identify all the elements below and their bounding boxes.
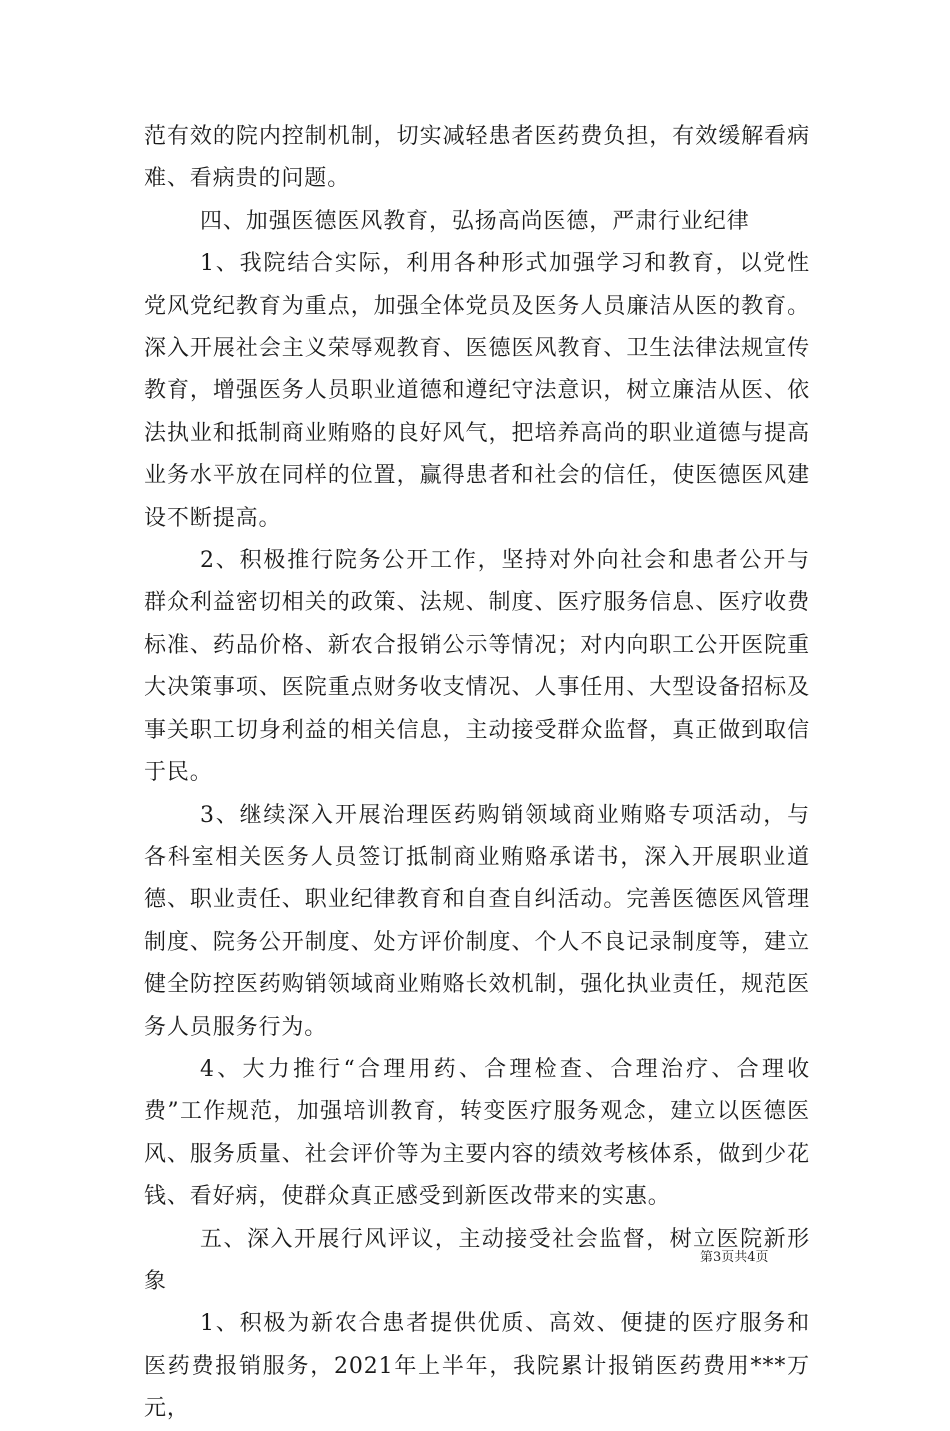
paragraph-item-2: 2、积极推行院务公开工作，坚持对外向社会和患者公开与群众利益密切相关的政策、法规、制度、医疗服务信息、医疗收费标准、药品价格、新农合报销公示等情况；对内向职工公开医院重大决策事项、医院重点财务收支情况、人事任用、大型设备招标及事关职工切身利益的相关信息，主动接受群众监督，真正做到取信于民。: [144, 548, 810, 786]
section-heading-five: 五、深入开展行风评议，主动接受社会监督，树立医院新形象: [144, 1226, 810, 1294]
paragraph-item-4: 4、大力推行“合理用药、合理检查、合理治疗、合理收费”工作规范，加强培训教育，转变医疗服务观念，建立以医德医风、服务质量、社会评价等为主要内容的绩效考核体系，做到少花钱、看好病，使群众真正感受到新医改带来的实惠。: [144, 1056, 810, 1210]
section-heading-four: 四、加强医德医风教育，弘扬高尚医德，严肃行业纪律: [200, 208, 750, 234]
page-number: 第3页共4页: [700, 1250, 769, 1265]
paragraph-item-3: 3、继续深入开展治理医药购销领域商业贿赂专项活动，与各科室相关医务人员签订抵制商业贿赂承诺书，深入开展职业道德、职业责任、职业纪律教育和自查自纠活动。完善医德医风管理制度、院务公开制度、处方评价制度、个人不良记录制度等，建立健全防控医药购销领域商业贿赂长效机制，强化执业责任，规范医务人员服务行为。: [144, 802, 810, 1040]
paragraph-continuation: 范有效的院内控制机制，切实减轻患者医药费负担，有效缓解看病难、看病贵的问题。: [144, 124, 810, 192]
paragraph-item-5-1: 1、积极为新农合患者提供优质、高效、便捷的医疗服务和医药费报销服务，2021年上半年，我院累计报销医药费用***万元，: [144, 1311, 810, 1422]
paragraph-item-1: 1、我院结合实际，利用各种形式加强学习和教育，以党性党风党纪教育为重点，加强全体党员及医务人员廉洁从医的教育。深入开展社会主义荣辱观教育、医德医风教育、卫生法律法规宣传教育，增强医务人员职业道德和遵纪守法意识，树立廉洁从医、依法执业和抵制商业贿赂的良好风气，把培养高尚的职业道德与提高业务水平放在同样的位置，赢得患者和社会的信任，使医德医风建设不断提高。: [144, 251, 810, 531]
document-body: [144, 116, 810, 1431]
